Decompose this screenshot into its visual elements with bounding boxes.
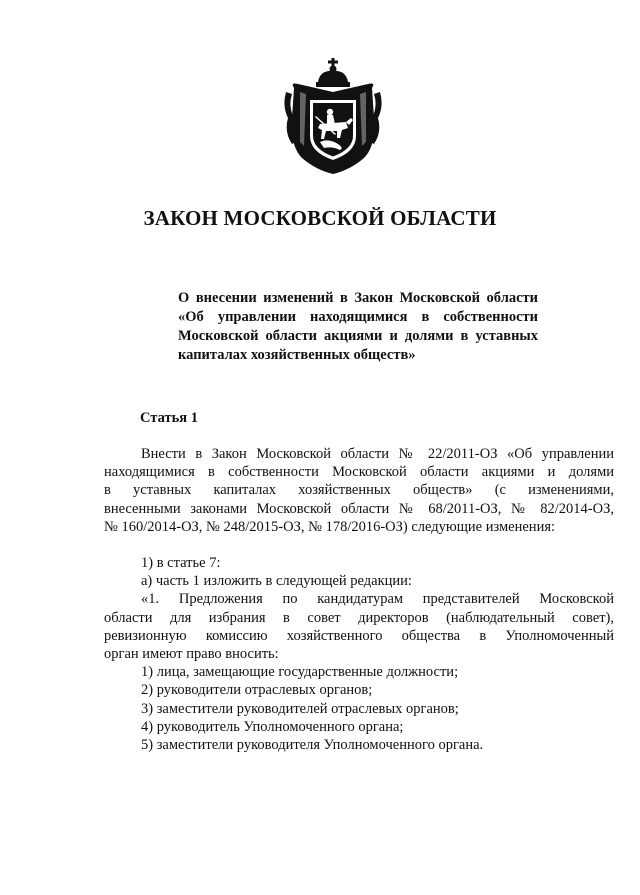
item-1: 1) в статье 7: xyxy=(141,555,221,572)
subtitle-line: О внесении изменений в Закон Московской области xyxy=(178,290,538,306)
intro-line: внесенными законами Московской области № 68/2011-ОЗ, № 82/2014-ОЗ, xyxy=(104,500,614,517)
list-item: 3) заместители руководителей отраслевых органов; xyxy=(141,700,459,717)
quote-line: области для избрания в совет директоров (наблюдательный совет), xyxy=(104,609,614,626)
document-title: ЗАКОН МОСКОВСКОЙ ОБЛАСТИ xyxy=(143,206,497,230)
subtitle-line: капиталах хозяйственных обществ» xyxy=(178,347,416,363)
document-body xyxy=(104,445,614,754)
subtitle-line: Московской области акциями и долями в уставных xyxy=(178,328,538,344)
subtitle-line: «Об управлении находящимися в собственности xyxy=(178,309,538,325)
intro-line: в уставных капиталах хозяйственных обществ» (с изменениями, xyxy=(104,482,614,499)
article-heading: Статья 1 xyxy=(140,410,198,426)
list-item: 1) лица, замещающие государственные должности; xyxy=(141,664,459,681)
intro-line: № 160/2014-ОЗ, № 248/2015-ОЗ, № 178/2016-ОЗ) следующие изменения: xyxy=(104,518,556,535)
intro-line: Внести в Закон Московской области № 22/2011-ОЗ «Об управлении xyxy=(141,446,614,462)
moscow-oblast-coat-of-arms-icon xyxy=(280,58,386,176)
item-a: а) часть 1 изложить в следующей редакции: xyxy=(141,573,412,590)
intro-line: находящимися в собственности Московской области акциями и долями xyxy=(104,464,614,481)
paragraph-gap xyxy=(104,536,614,554)
quote-line: орган имеют право вносить: xyxy=(104,646,279,663)
document-subtitle xyxy=(178,289,538,365)
list-item: 2) руководители отраслевых органов; xyxy=(141,682,373,699)
list-item: 4) руководитель Уполномоченного органа; xyxy=(141,718,404,735)
list-item: 5) заместители руководителя Уполномоченного органа. xyxy=(141,737,484,754)
quote-line: ревизионную комиссию хозяйственного общества в Уполномоченный xyxy=(104,627,614,644)
quote-line: «1. Предложения по кандидатурам представителей Московской xyxy=(141,591,614,608)
